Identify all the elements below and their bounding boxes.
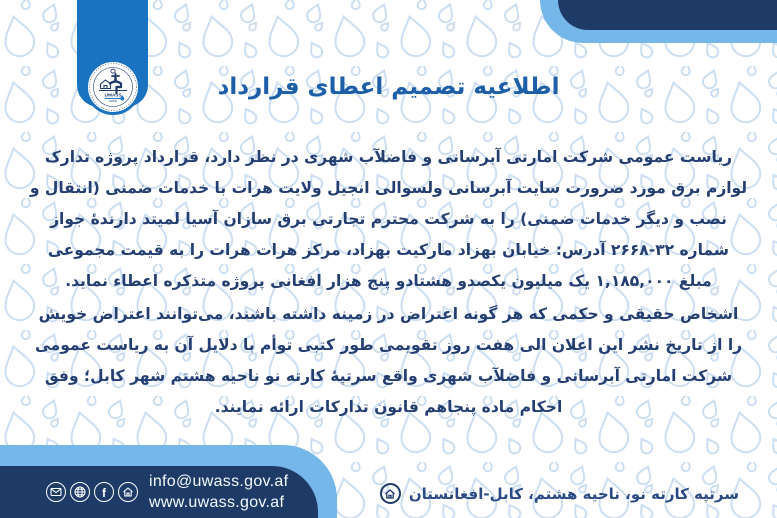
uwass-logo-seal: [85, 59, 141, 115]
home-icon[interactable]: [118, 482, 138, 502]
announcement-paragraph-award: ریاست عمومی شرکت امارتی آبرسانی و فاضلآب شهری در نظر دارد، قرارداد پروژه تدارک لوازم برق مورد ضرورت سایت آبرسانی ولسوالی انجیل ولایت هرات با خدمات ضمنی (انتقال و نصب و دیگر خدمات ضمنی) را به شرکت محترم تجارتی برق سازان آسیا لمیتد دارندهٔ جواز شماره ۳۲-۲۶۶۸ آدرس: خیابان بهزاد مارکیت بهزاد، مرکز هرات هرات را به قیمت مجموعی مبلغ ۱,۱۸۵,۰۰۰ یک میلیون یکصدو هشتادو پنج هزار افغانی پروژه متذکره اعطاء نماید.: [29, 148, 748, 290]
page-title: اطلاعیه تصمیم اعطای قرارداد: [217, 74, 560, 100]
footer-contact-box: [0, 466, 318, 518]
address-text: سرتپه کارته نو، ناحیه هشتم، کابل-افغانستان: [408, 484, 739, 503]
footer-social-icons: [46, 482, 138, 502]
globe-icon[interactable]: [70, 482, 90, 502]
footer-address: [380, 483, 739, 504]
facebook-icon[interactable]: f: [94, 482, 114, 502]
announcement-paragraph-objection: اشخاص حقیقی و حکمی که هر گونه اعتراض در زمینه داشته باشند، می‌توانند اعتراض خویش را از تاریخ نشر این اعلان الی هفت روز تقویمی طور کتبی توأم با دلایل آن به ریاست عمومی شرکت امارتی آبرسانی و فاضلآب شهری واقع سرتپهٔ کارته نو ناحیه هشتم شهر کابل؛ وفق احکام ماده پنجاهم قانون تدارکات ارائه نمایند.: [34, 305, 743, 416]
footer-website[interactable]: www.uwass.gov.af: [149, 494, 285, 511]
mail-icon[interactable]: [46, 482, 66, 502]
footer-contact-lines: [149, 471, 288, 513]
footer-email[interactable]: info@uwass.gov.af: [149, 473, 289, 490]
logo-acronym: UWASS: [104, 92, 122, 98]
announcement-body: [29, 142, 748, 425]
top-right-navy-band: [558, 0, 777, 30]
address-home-icon: [380, 483, 401, 504]
